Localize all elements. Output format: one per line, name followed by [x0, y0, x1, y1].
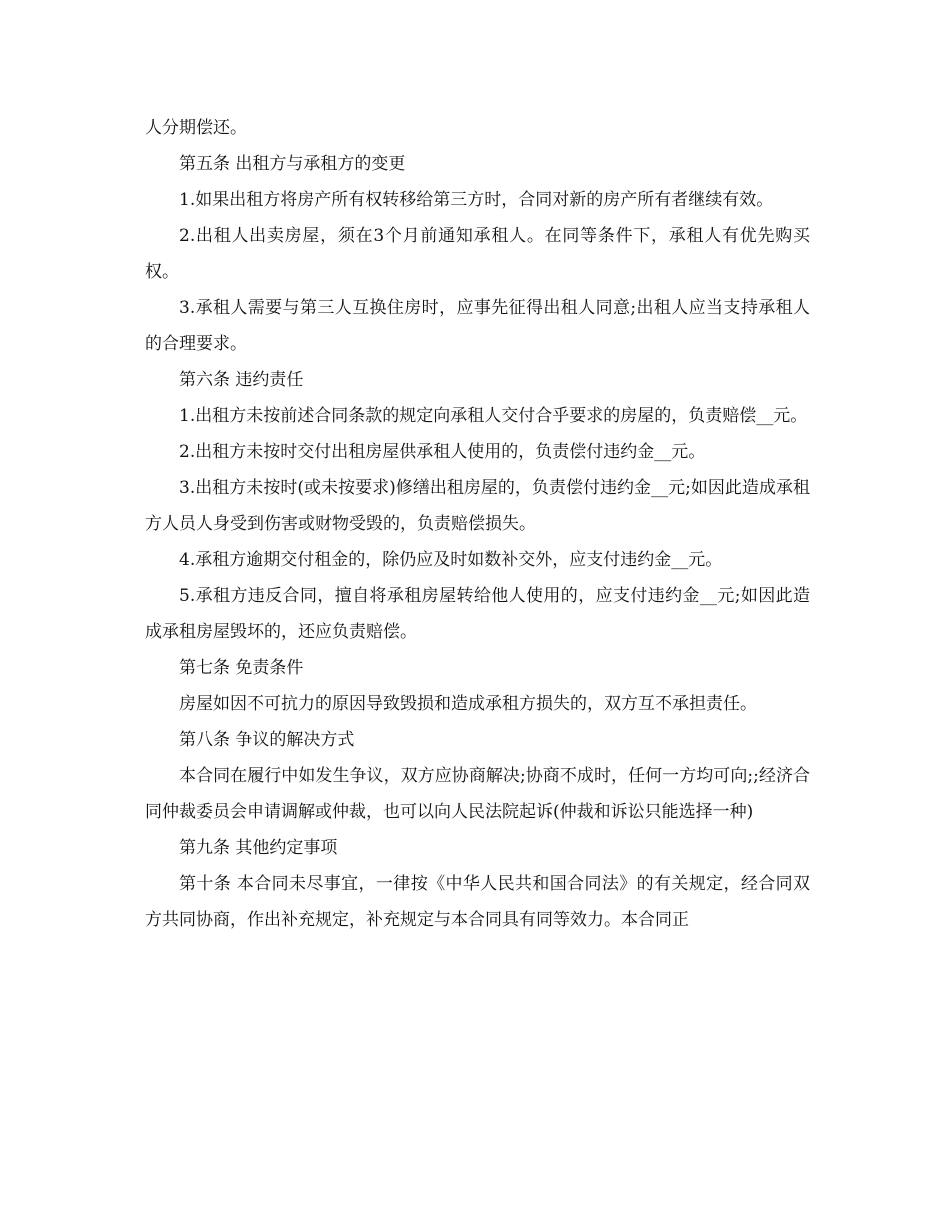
article-10-body: 第十条 本合同未尽事宜，一律按《中华人民共和国合同法》的有关规定，经合同双方共同协商，作出补充规定，补充规定与本合同具有同等效力。本合同正 [145, 874, 810, 930]
article-7-heading: 第七条 免责条件 [179, 658, 304, 678]
article-5-clause-2: 2.出租人出卖房屋，须在3个月前通知承租人。在同等条件下，承租人有优先购买权。 [145, 226, 810, 282]
article-6-clause-3: 3.出租方未按时(或未按要求)修缮出租房屋的，负责偿付违约金__元;如因此造成承租方人员人身受到伤害或财物受毁的，负责赔偿损失。 [145, 478, 810, 534]
article-6-clause-2: 2.出租方未按时交付出租房屋供承租人使用的，负责偿付违约金__元。 [179, 442, 706, 462]
article-6-clause-4: 4.承租方逾期交付租金的，除仍应及时如数补交外，应支付违约金__元。 [179, 550, 723, 570]
article-6-heading: 第六条 违约责任 [179, 370, 304, 390]
article-8-body: 本合同在履行中如发生争议，双方应协商解决;协商不成时，任何一方均可向;;经济合同仲裁委员会申请调解或仲裁，也可以向人民法院起诉(仲裁和诉讼只能选择一种) [145, 766, 810, 822]
article-7-body: 房屋如因不可抗力的原因导致毁损和造成承租方损失的，双方互不承担责任。 [179, 694, 757, 714]
document-body [145, 110, 810, 938]
paragraph-continuation: 人分期偿还。 [145, 118, 247, 138]
article-5-heading: 第五条 出租方与承租方的变更 [179, 154, 406, 174]
article-8-heading: 第八条 争议的解决方式 [179, 730, 355, 750]
article-5-clause-3: 3.承租人需要与第三人互换住房时，应事先征得出租人同意;出租人应当支持承租人的合理要求。 [145, 298, 810, 354]
article-5-clause-1: 1.如果出租方将房产所有权转移给第三方时，合同对新的房产所有者继续有效。 [179, 190, 774, 210]
article-6-clause-5: 5.承租方违反合同，擅自将承租房屋转给他人使用的，应支付违约金__元;如因此造成承租房屋毁坏的，还应负责赔偿。 [145, 586, 810, 642]
article-6-clause-1: 1.出租方未按前述合同条款的规定向承租人交付合乎要求的房屋的，负责赔偿__元。 [179, 406, 808, 426]
article-9-heading: 第九条 其他约定事项 [179, 838, 338, 858]
